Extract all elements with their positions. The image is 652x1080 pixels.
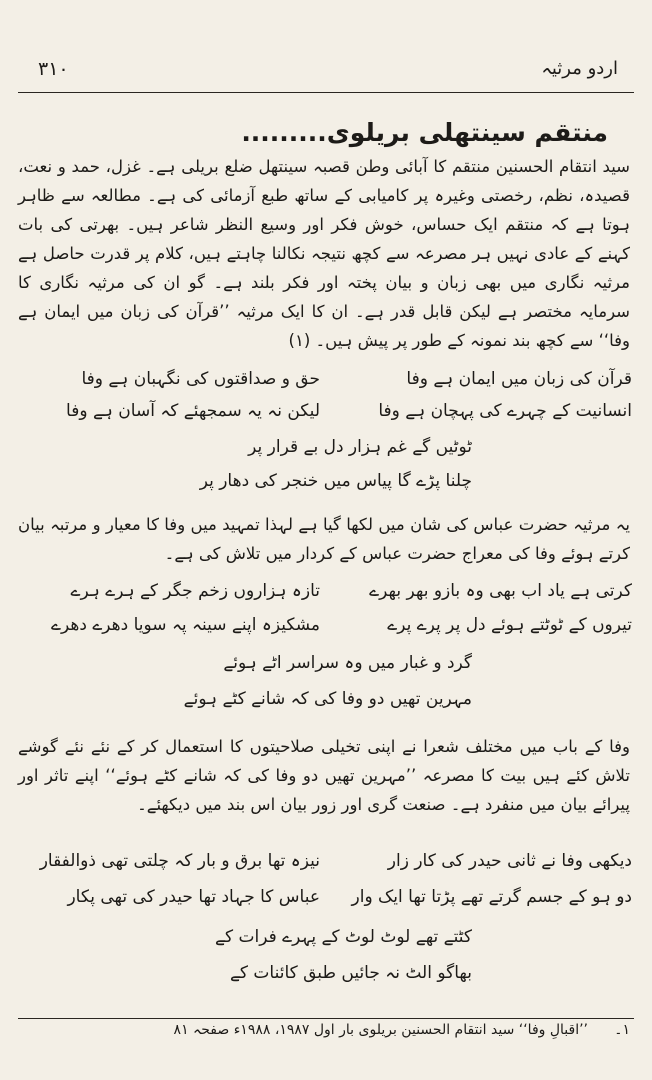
commentary-paragraph: یہ مرثیہ حضرت عباس کی شان میں لکھا گیا ہے لہذا تمہید میں وفا کا معیار و مرتبہ بیان کرتے ہوئے وفا کی معراج حضرت عباس کے کردار میں تلاش کی ہے۔: [18, 515, 630, 563]
verse-line: چلنا پڑے گا پیاس میں خنجر کی دھار پر: [199, 471, 472, 491]
verse-line: کرتی ہے یاد اب بھی وہ بازو بھر بھرے: [369, 581, 632, 601]
verse-line: تیروں کے ٹوٹتے ہوئے دل پر پرے پرے: [387, 615, 632, 635]
header-rule: [18, 92, 634, 93]
footnote-text: ’’اقبالِ وفا‘‘ سید انتقام الحسنین بریلوی بار اول ۱۹۸۷، ۱۹۸۸ء صفحہ ۸۱: [173, 1022, 588, 1038]
verse-line: لیکن نہ یہ سمجھئے کہ آسان ہے وفا: [66, 401, 320, 421]
verse-line: مہرین تھیں دو وفا کی کہ شانے کٹے ہوئے: [183, 689, 472, 709]
page-header: [20, 58, 632, 86]
verse-line: حق و صداقتوں کی نگہبان ہے وفا: [81, 369, 320, 389]
section-heading: منتقم سینتھلی بریلوی.........: [241, 118, 608, 147]
verse-line: نیزہ تھا برق و بار کہ چلتی تھی ذوالفقار: [39, 851, 320, 871]
page-number: ۳۱۰: [38, 58, 69, 80]
footnote-number: ۱۔: [614, 1022, 630, 1038]
verse-line: مشکیزہ اپنے سینہ پہ سویا دھرے دھرے: [51, 615, 320, 635]
running-title: اردو مرثیہ: [541, 58, 618, 79]
verse-line: کٹتے تھے لوٹ لوٹ کے پہرے فرات کے: [215, 927, 472, 947]
commentary-paragraph: وفا کے باب میں مختلف شعرا نے اپنی تخیلی صلاحیتوں کا استعمال کر کے نئے نئے گوشے تلاش کئے ہیں بیت کا مصرعہ ’’مہرین تھیں دو وفا کی کہ شانے کٹے ہوئے‘‘ اپنے تاثر اور پیرائے بیان میں منفرد ہے۔ صنعت گری اور زور بیان اس بند میں دیکھئے۔: [18, 737, 630, 814]
verse-line: عباس کا جہاد تھا حیدر کی تھی پکار: [67, 887, 320, 907]
verse-line: گرد و غبار میں وہ سراسر اٹے ہوئے: [223, 653, 472, 673]
verse-line: تازہ ہزاروں زخم جگر کے ہرے ہرے: [70, 581, 320, 601]
footnote-rule: [18, 1018, 634, 1019]
intro-paragraph: سید انتقام الحسنین منتقم کا آبائی وطن قصبہ سینتھل ضلع بریلی ہے۔ غزل، حمد و نعت، قصیدہ، نظم، رخصتی وغیرہ پر کامیابی کے ساتھ طبع آزمائی کی ہے۔ مطالعہ سے ظاہر ہوتا ہے کہ منتقم ایک حساس، خوش فکر اور وسیع النظر شاعر ہیں۔ بھرتی کی بات کہنے کے عادی نہیں ہر مصرعہ سے کچھ نتیجہ نکالنا چاہتے ہیں، کلام پر قدرت حاصل ہے مرثیہ نگاری میں بھی زبان و بیان پختہ اور فکر بلند ہے۔ گو ان کی مرثیہ نگاری کا سرمایہ مختصر ہے لیکن قابل قدر ہے۔ ان کا ایک مرثیہ ’’قرآن کی زبان میں ایمان ہے وفا‘‘ سے کچھ بند نمونہ کے طور پر پیش ہیں۔ (۱): [18, 157, 630, 350]
verse-line: دیکھی وفا نے ثانی حیدر کی کار زار: [387, 851, 632, 871]
verse-line: قرآن کی زبان میں ایمان ہے وفا: [406, 369, 632, 389]
verse-line: ٹوٹیں گے غم ہزار دل بے قرار پر: [248, 437, 472, 457]
verse-line: دو ہو کے جسم گرتے تھے پڑتا تھا ایک وار: [351, 887, 632, 907]
verse-line: انسانیت کے چہرے کی پہچان ہے وفا: [378, 401, 632, 421]
verse-line: بھاگو الٹ نہ جائیں طبق کائنات کے: [229, 963, 472, 983]
